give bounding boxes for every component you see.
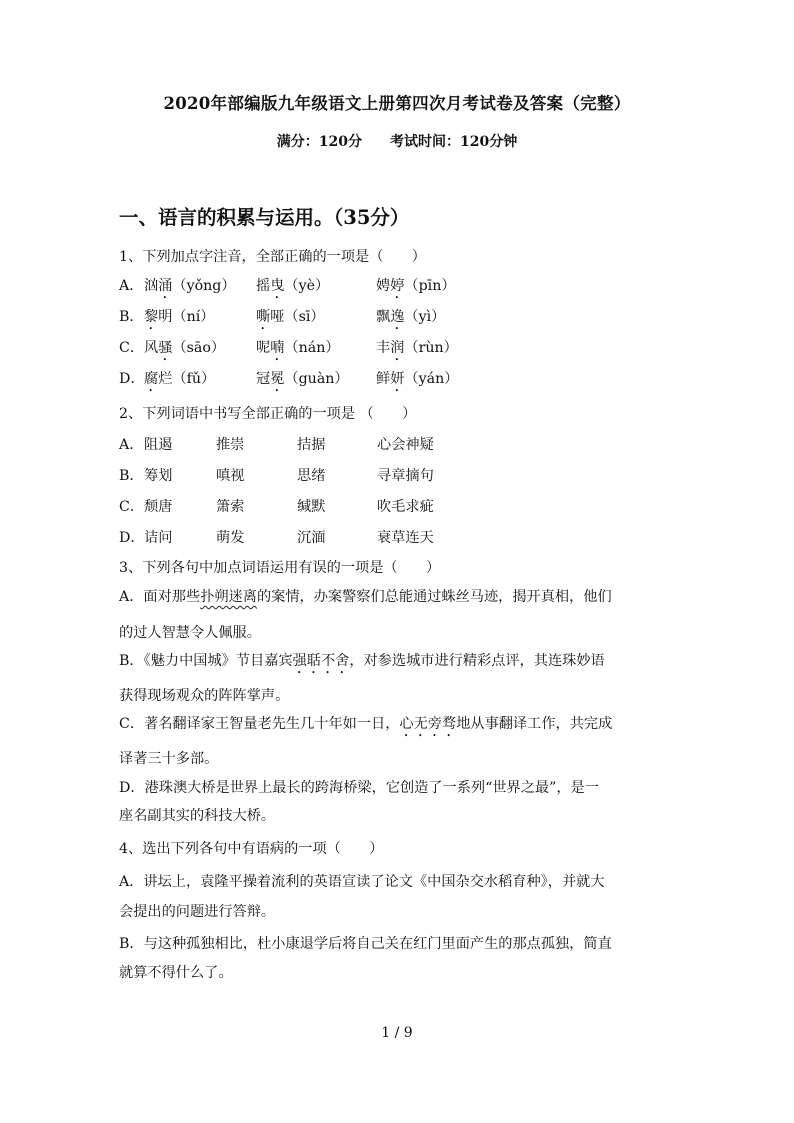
score-label: 满分：120分 [276,134,362,150]
q3-b-marked-phrase: 强聒不舍 [292,653,350,669]
q4-option-a: A．讲坛上，袁隆平操着流利的英语宣读了论文《中国杂交水稻育种》，并就大 [119,874,605,890]
q1-c-word2: 呢喃（nán） [256,340,340,356]
q1-a-word1: 汹涌（yǒng） [144,278,236,294]
q1-b-word1: 黎明（ní） [144,309,215,325]
q3-option-b: B．《魅力中国城》节目嘉宾强聒不舍，对参选城市进行精彩点评，其连珠妙语 [119,653,605,669]
q3-option-d-cont: 座名副其实的科技大桥。 [119,808,276,824]
q2-stem: 2、下列词语中书写全部正确的一项是 （ ） [119,406,417,422]
q1-c-word3: 丰润（rùn） [376,340,458,356]
time-label: 考试时间：120分钟 [390,134,518,150]
q3-stem: 3、下列各句中加点词语运用有误的一项是（ ） [119,560,441,576]
exam-page: 2020年部编版九年级语文上册第四次月考试卷及答案（完整） 满分：120分 考试时间：120分钟 一、语言的积累与运用。（35分） 1、下列加点字注音，全部正确的一项是（ ） A． 汹涌（yǒng） 摇曳（yè） 娉婷（pīn） B． 黎明（ní） 嘶哑（sī） 飘逸（yì） C． 风骚（sāo） 呢喃（nán） 丰润（rùn） D． 腐烂（fǔ） 冠冕（guàn） 鲜妍（yán） 2、下列词语中书写全部正确的一项是 （ ） A． 阻遏 推崇 拮据 心会神疑 B． 筹划 嗔视 思绪 寻章摘句 C． 颓唐 箫索 缄默 吹毛求疵 D． 诘问 萌发 沉湎 衰草连天 3、下列各句中加点词语运用有误的一项是（ ） A．面对那些扑朔迷离的案情，办案警察们总能通过蛛丝马迹，揭开真相，他们 的过人智慧令人佩服。 B．《魅力中国城》节目嘉宾强聒不舍，对参选城市进行精彩点评，其连珠妙语 获得现场观众的阵阵掌声。 C．著名翻译家王智量老先生几十年如一日，心无旁骛地从事翻译工作，共完成 译著三十多部。 D．港珠澳大桥是世界上最长的跨海桥梁，它创造了一系列“世界之最”，是一 座名副其实的科技大桥。 4、选出下列各句中有语病的一项（ ） A．讲坛上，袁隆平操着流利的英语宣读了论文《中国杂交水稻育种》，并就大 会提出的问题进行答辩。 B．与这种孤独相比，杜小康退学后将自己关在红门里面产生的那点孤独，简直 就算不得什么了。 1 / 9 [0,0,794,1123]
q3-a-marked-phrase: 扑朔迷离 [200,589,257,605]
q3-option-c-cont: 译著三十多部。 [119,751,219,767]
section-heading: 一、语言的积累与运用。（35分） [119,206,410,229]
q3-option-b-cont: 获得现场观众的阵阵掌声。 [119,688,290,704]
q1-a-word2: 摇曳（yè） [256,278,330,294]
q4-stem: 4、选出下列各句中有语病的一项（ ） [119,841,384,857]
q4-option-b: B．与这种孤独相比，杜小康退学后将自己关在红门里面产生的那点孤独，简直 [119,936,612,952]
q3-option-d: D．港珠澳大桥是世界上最长的跨海桥梁，它创造了一系列“世界之最”，是一 [119,780,599,796]
q1-b-word3: 飘逸（yì） [376,309,446,325]
q3-c-marked-phrase: 心无旁骛 [399,716,457,732]
page-title: 2020年部编版九年级语文上册第四次月考试卷及答案（完整） [163,94,631,113]
q1-b-word2: 嘶哑（sī） [256,309,325,325]
q3-option-c: C．著名翻译家王智量老先生几十年如一日，心无旁骛地从事翻译工作，共完成 [119,716,613,732]
q1-d-word1: 腐烂（fǔ） [144,371,216,387]
q1-c-word1: 风骚（sāo） [144,340,226,356]
exam-info [0,131,794,151]
q3-option-a: A．面对那些扑朔迷离的案情，办案警察们总能通过蛛丝马迹，揭开真相，他们 [119,589,612,605]
q1-d-word2: 冠冕（guàn） [256,371,349,387]
q1-a-word3: 娉婷（pīn） [376,278,456,294]
q4-option-a-cont: 会提出的问题进行答辩。 [119,904,276,920]
q1-stem: 1、下列加点字注音，全部正确的一项是（ ） [119,249,426,265]
page-number: 1 / 9 [381,1025,413,1041]
q3-option-a-cont: 的过人智慧令人佩服。 [119,625,261,641]
q4-option-b-cont: 就算不得什么了。 [119,965,233,981]
q1-d-word3: 鲜妍（yán） [376,371,459,387]
